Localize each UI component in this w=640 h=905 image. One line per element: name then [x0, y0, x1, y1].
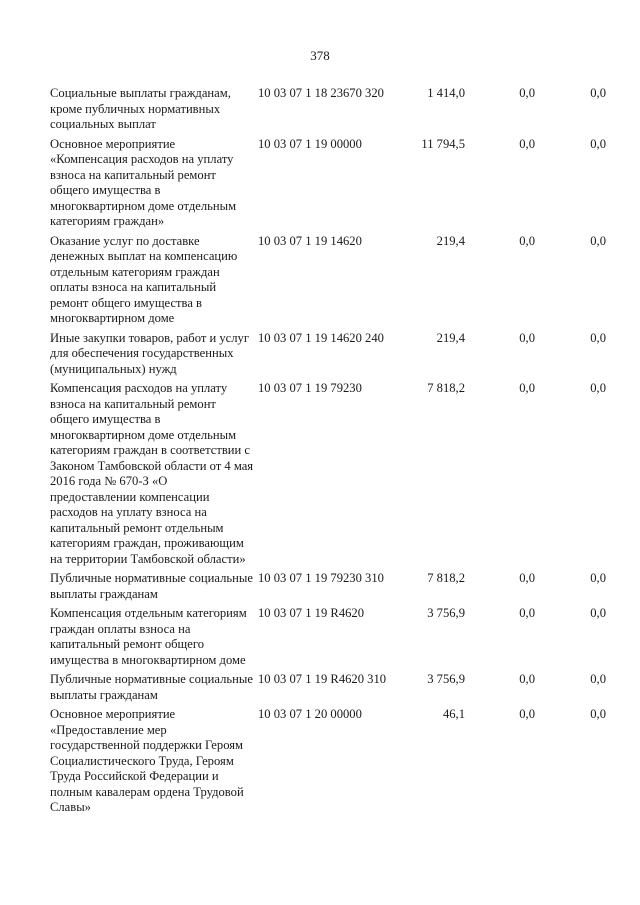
row-amount-year-3: 0,0 — [590, 606, 606, 620]
row-amount-year-3: 0,0 — [590, 571, 606, 585]
budget-row — [50, 381, 620, 567]
budget-row — [50, 137, 620, 230]
row-amount: 219,4 — [436, 233, 465, 248]
row-amount-year-2: 0,0 — [519, 86, 535, 100]
row-classification-code: 10 03 07 1 19 14620 — [258, 233, 362, 248]
row-amount: 3 756,9 — [427, 672, 465, 686]
row-classification-code: 10 03 07 1 20 00000 — [258, 707, 362, 721]
row-description: Основное мероприятие «Компенсация расходов на уплату взноса на капитальный ремонт общего имущества в многоквартирном доме отдельным категориям граждан» — [50, 136, 237, 228]
budget-row — [50, 707, 620, 816]
page-number: 378 — [310, 48, 330, 63]
row-description: Иные закупки товаров, работ и услуг для обеспечения государственных (муниципальных) нужд — [50, 330, 250, 376]
row-amount: 46,1 — [442, 707, 465, 721]
row-amount: 1 414,0 — [427, 86, 465, 100]
row-description: Компенсация расходов на уплату взноса на капитальный ремонт общего имущества в многоквартирном доме отдельным категориям граждан в соответствии с Законом Тамбовской области от 4 мая 2016 года № 670-З «О предоставлении компенсации расходов на уплату взноса на капитальный ремонт отдельным категориям граждан, проживающим на территории Тамбовской области» — [50, 381, 254, 566]
budget-row — [50, 672, 620, 703]
row-amount-year-2: 0,0 — [519, 136, 535, 151]
row-amount-year-2: 0,0 — [519, 707, 535, 721]
row-amount-year-2: 0,0 — [519, 606, 535, 620]
row-description: Публичные нормативные социальные выплаты гражданам — [50, 571, 253, 601]
row-amount-year-3: 0,0 — [590, 707, 606, 721]
row-classification-code: 10 03 07 1 19 79230 310 — [258, 571, 384, 585]
row-amount: 7 818,2 — [427, 381, 465, 395]
budget-row — [50, 331, 620, 378]
row-amount-year-3: 0,0 — [590, 330, 606, 345]
row-amount: 7 818,2 — [427, 571, 465, 585]
row-amount-year-3: 0,0 — [590, 381, 606, 395]
row-classification-code: 10 03 07 1 19 79230 — [258, 381, 362, 395]
budget-row — [50, 234, 620, 327]
row-classification-code: 10 03 07 1 19 00000 — [258, 136, 362, 151]
row-classification-code: 10 03 07 1 18 23670 320 — [258, 86, 384, 100]
row-amount: 219,4 — [436, 330, 465, 345]
row-amount: 3 756,9 — [427, 606, 465, 620]
row-amount-year-3: 0,0 — [590, 672, 606, 686]
row-classification-code: 10 03 07 1 19 14620 240 — [258, 330, 384, 345]
row-amount-year-3: 0,0 — [590, 233, 606, 248]
row-classification-code: 10 03 07 1 19 R4620 310 — [258, 672, 387, 686]
row-amount-year-3: 0,0 — [590, 86, 606, 100]
row-description: Оказание услуг по доставке денежных выплат на компенсацию отдельным категориям граждан оплаты взноса на капитальный ремонт общего имущества в многоквартирном доме — [50, 233, 238, 325]
row-amount-year-2: 0,0 — [519, 330, 535, 345]
budget-row — [50, 86, 620, 133]
row-amount-year-2: 0,0 — [519, 381, 535, 395]
budget-table — [50, 86, 620, 820]
row-amount-year-2: 0,0 — [519, 672, 535, 686]
budget-row — [50, 571, 620, 602]
row-amount-year-3: 0,0 — [590, 136, 606, 151]
row-description: Компенсация отдельным категориям граждан оплаты взноса на капитальный ремонт общего имущества в многоквартирном доме — [50, 606, 247, 667]
row-classification-code: 10 03 07 1 19 R4620 — [258, 606, 365, 620]
row-amount: 11 794,5 — [421, 136, 465, 151]
row-description: Публичные нормативные социальные выплаты гражданам — [50, 672, 253, 702]
row-description: Основное мероприятие «Предоставление мер государственной поддержки Героям Социалистического Труда, Героям Труда Российской Федерации и полным кавалерам ордена Трудовой Славы» — [50, 707, 244, 814]
row-description: Социальные выплаты гражданам, кроме публичных нормативных социальных выплат — [50, 86, 231, 131]
row-amount-year-2: 0,0 — [519, 571, 535, 585]
budget-row — [50, 606, 620, 668]
row-amount-year-2: 0,0 — [519, 233, 535, 248]
